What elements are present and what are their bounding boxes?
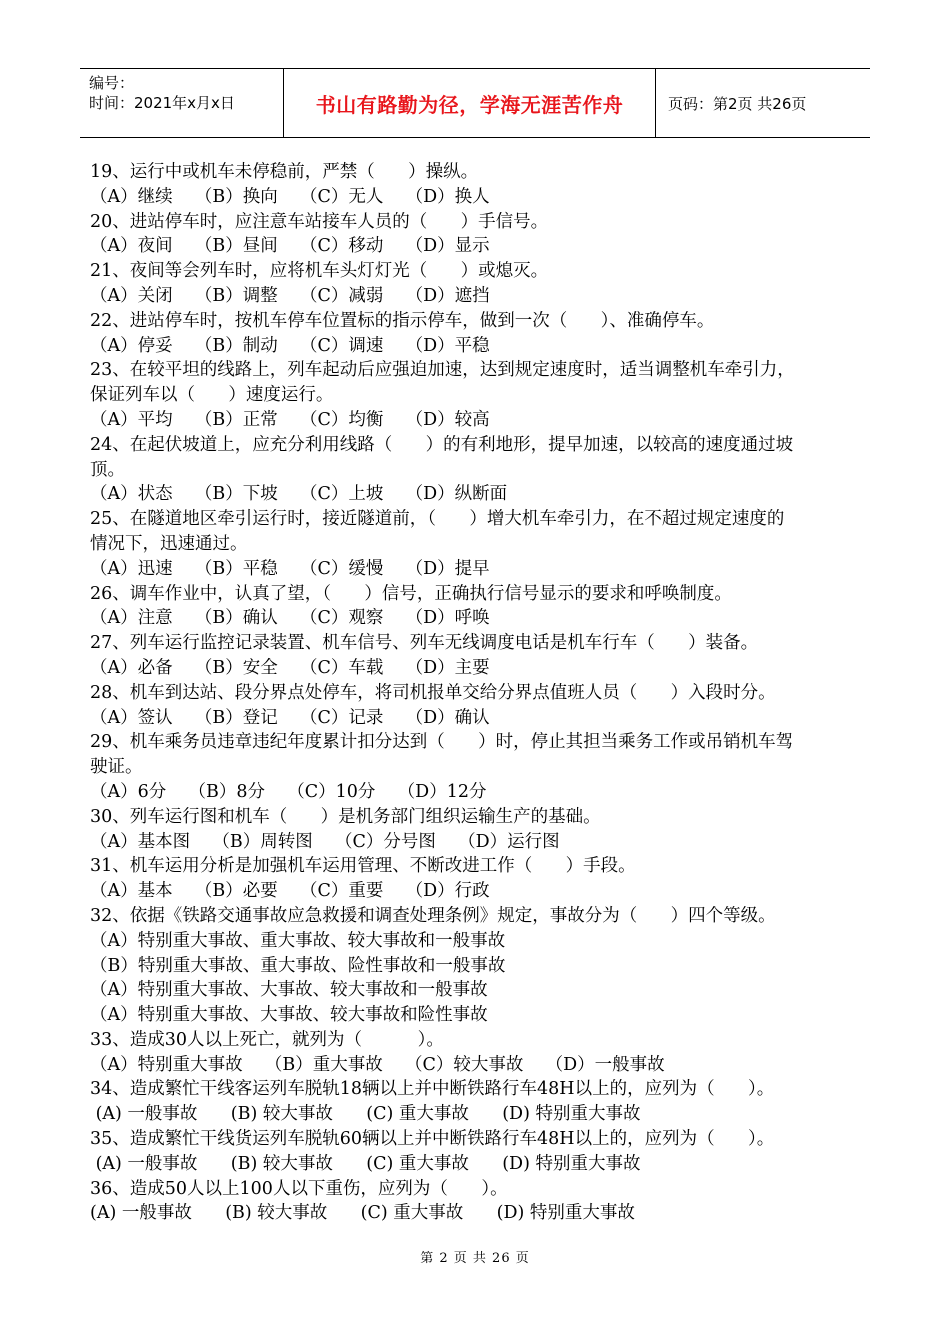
text-line: （A）基本图 （B）周转图 （C）分号图 （D）运行图 [90, 831, 560, 852]
text-line: 保证列车以（ ）速度运行。 [90, 385, 334, 406]
header-number-label: 编号： [89, 74, 135, 92]
text-line: 驶证。 [90, 757, 143, 778]
text-line: 33、造成30人以上死亡，就列为（ ）。 [90, 1029, 444, 1050]
question-list [90, 160, 870, 1226]
text-line: （A）特别重大事故、重大事故、较大事故和一般事故 [90, 930, 506, 951]
page-header [80, 68, 870, 138]
header-motto-cell [283, 69, 656, 137]
text-line: 28、机车到达站、段分界点处停车，将司机报单交给分界点值班人员（ ）入段时分。 [90, 682, 776, 703]
text-line: 27、列车运行监控记录装置、机车信号、列车无线调度电话是机车行车（ ）装备。 [90, 633, 759, 654]
text-line: （A）6分 （B）8分 （C）10分 （D）12分 [90, 781, 487, 802]
text-line: 25、在隧道地区牵引运行时，接近隧道前，（ ）增大机车牵引力，在不超过规定速度的 [90, 509, 785, 530]
header-date: 时间：2021年x月x日 [89, 94, 235, 112]
text-line: （A）平均 （B）正常 （C）均衡 （D）较高 [90, 409, 490, 430]
text-line: 29、机车乘务员违章违纪年度累计扣分达到（ ）时，停止其担当乘务工作或吊销机车驾 [90, 732, 794, 753]
page-footer: 第 2 页 共 26 页 [420, 1251, 530, 1266]
text-line: （A）继续 （B）换向 （C）无人 （D）换人 [90, 186, 490, 207]
text-line: 21、夜间等会列车时，应将机车头灯灯光（ ）或熄灭。 [90, 261, 549, 282]
text-line: （A）特别重大事故、大事故、较大事故和一般事故 [90, 980, 488, 1001]
text-line: （A）特别重大事故、大事故、较大事故和险性事故 [90, 1005, 488, 1026]
text-line: 35、造成繁忙干线货运列车脱轨60辆以上并中断铁路行车48H以上的，应列为（ ）。 [90, 1129, 775, 1150]
text-line: 顶。 [90, 459, 125, 480]
text-line: (A) 一般事故 (B) 较大事故 (C) 重大事故 (D) 特别重大事故 [90, 1203, 635, 1224]
text-line: 19、运行中或机车未停稳前，严禁（ ）操纵。 [90, 162, 479, 182]
text-line: (A) 一般事故 (B) 较大事故 (C) 重大事故 (D) 特别重大事故 [90, 1104, 641, 1125]
text-line: 23、在较平坦的线路上，列车起动后应强迫加速，达到规定速度时，适当调整机车牵引力， [90, 360, 795, 381]
text-line: （A）注意 （B）确认 （C）观察 （D）呼唤 [90, 608, 490, 629]
text-line: (A) 一般事故 (B) 较大事故 (C) 重大事故 (D) 特别重大事故 [90, 1153, 641, 1174]
header-motto: 书山有路勤为径，学海无涯苦作舟 [315, 92, 624, 117]
text-line: 34、造成繁忙干线客运列车脱轨18辆以上并中断铁路行车48H以上的，应列为（ ）。 [90, 1079, 775, 1100]
header-meta [80, 69, 283, 137]
text-line: （A）状态 （B）下坡 （C）上坡 （D）纵断面 [90, 484, 508, 505]
text-line: 情况下，迅速通过。 [90, 533, 248, 554]
header-page-label: 页码：第2页 共26页 [668, 94, 807, 113]
text-line: （A）停妥 （B）制动 （C）调速 （D）平稳 [90, 335, 490, 356]
text-line: （A）关闭 （B）调整 （C）减弱 （D）遮挡 [90, 285, 490, 306]
text-line: 26、调车作业中，认真了望，（ ）信号，正确执行信号显示的要求和呼唤制度。 [90, 583, 732, 604]
text-line: （B）特别重大事故、重大事故、险性事故和一般事故 [90, 955, 506, 976]
text-line: 22、进站停车时，按机车停车位置标的指示停车，做到一次（ ）、准确停车。 [90, 310, 715, 331]
header-page-info [656, 69, 870, 137]
text-line: 31、机车运用分析是加强机车运用管理、不断改进工作（ ）手段。 [90, 856, 636, 877]
text-line: （A）特别重大事故 （B）重大事故 （C）较大事故 （D）一般事故 [90, 1054, 665, 1075]
text-line: 36、造成50人以上100人以下重伤，应列为（ ）。 [90, 1178, 508, 1199]
text-line: （A）必备 （B）安全 （C）车载 （D）主要 [90, 657, 490, 678]
text-line: 32、依据《铁路交通事故应急救援和调查处理条例》规定，事故分为（ ）四个等级。 [90, 905, 776, 926]
text-line: （A）签认 （B）登记 （C）记录 （D）确认 [90, 707, 490, 728]
text-line: （A）基本 （B）必要 （C）重要 （D）行政 [90, 881, 490, 902]
text-line: （A）夜间 （B）昼间 （C）移动 （D）显示 [90, 236, 490, 257]
text-line: （A）迅速 （B）平稳 （C）缓慢 （D）提早 [90, 558, 490, 579]
text-line: 24、在起伏坡道上，应充分利用线路（ ）的有利地形，提早加速，以较高的速度通过坡 [90, 434, 794, 455]
text-line: 30、列车运行图和机车（ ）是机务部门组织运输生产的基础。 [90, 806, 601, 827]
text-line: 20、进站停车时，应注意车站接车人员的（ ）手信号。 [90, 211, 549, 232]
